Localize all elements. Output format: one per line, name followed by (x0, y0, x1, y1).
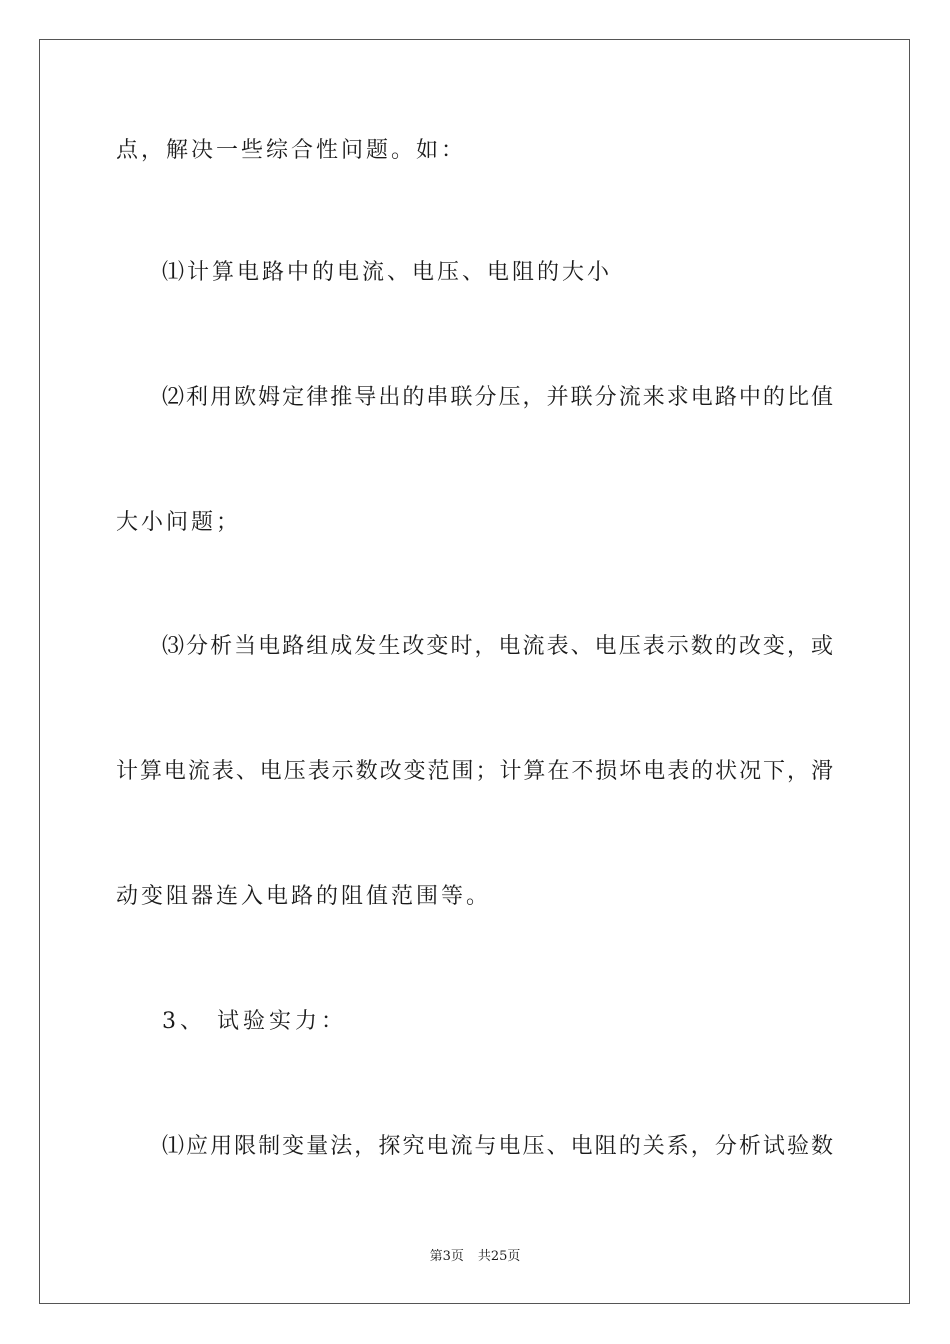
page-total: 共25页 (477, 1249, 521, 1264)
text-line: 计算电流表、电压表示数改变范围；计算在不损坏电表的状况下，滑 (116, 759, 833, 784)
text-line: ⑵利用欧姆定律推导出的串联分压，并联分流来求电路中的比值 (162, 385, 833, 410)
page-number: 第3页 (429, 1249, 464, 1264)
text-line: 动变阻器连入电路的阻值范围等。 (116, 884, 492, 909)
page-footer (0, 1248, 950, 1266)
text-line: 点，解决一些综合性问题。如： (116, 138, 467, 163)
text-line: ⑴计算电路中的电流、电压、电阻的大小 (162, 260, 613, 285)
section-heading: 3、 试验实力： (162, 1009, 347, 1034)
text-line: 大小问题； (116, 510, 242, 535)
text-line: ⑶分析当电路组成发生改变时，电流表、电压表示数的改变，或 (162, 634, 833, 659)
text-line: ⑴应用限制变量法，探究电流与电压、电阻的关系，分析试验数 (162, 1134, 833, 1159)
page-border (39, 39, 910, 1304)
